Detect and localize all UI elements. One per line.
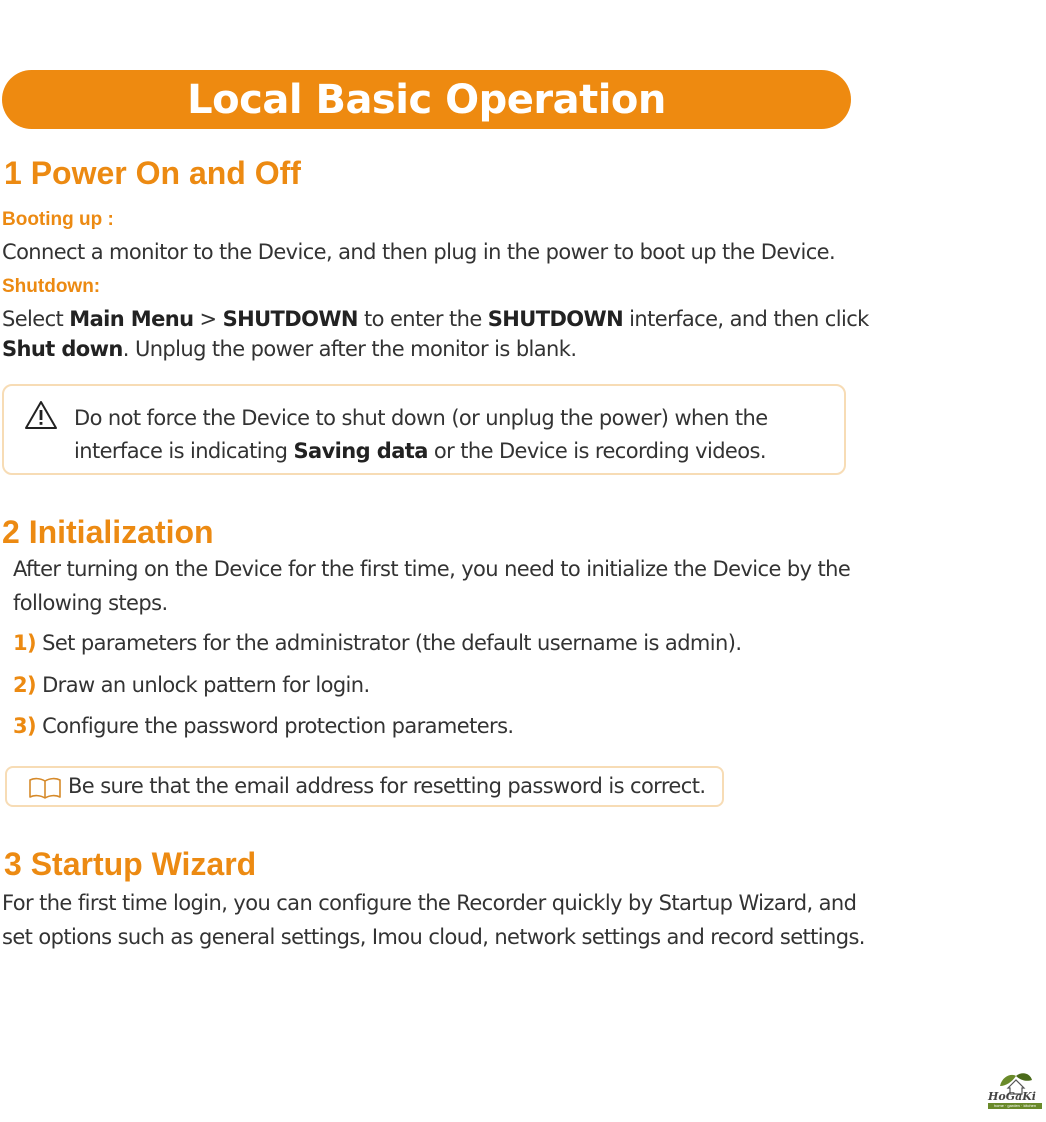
- main-menu-term: Main Menu: [69, 307, 194, 331]
- shutdown-term: SHUTDOWN: [222, 307, 358, 331]
- shut-down-term: Shut down: [2, 337, 123, 361]
- warning-line1: Do not force the Device to shut down (or unplug the power) when the: [74, 406, 768, 430]
- title-banner: [2, 70, 851, 129]
- note-box: [5, 766, 724, 807]
- warning-line2: interface is indicating Saving data or the Device is recording videos.: [74, 439, 766, 463]
- booting-label: Booting up :: [2, 209, 114, 230]
- note-text: Be sure that the email address for resetting password is correct.: [68, 774, 706, 798]
- init-intro-line1: After turning on the Device for the first time, you need to initialize the Device by the: [13, 557, 851, 581]
- shutdown-instruction-line1: Select Main Menu > SHUTDOWN to enter the SHUTDOWN interface, and then click: [2, 307, 869, 331]
- list-item: 3) Configure the password protection parameters.: [13, 714, 514, 738]
- list-item: 1) Set parameters for the administrator (the default username is admin).: [13, 631, 742, 655]
- saving-data-term: Saving data: [293, 439, 428, 463]
- step-number: 1): [13, 631, 37, 655]
- step-number: 2): [13, 673, 37, 697]
- warning-triangle-icon: [24, 400, 58, 430]
- logo-text: HoGaKi: [988, 1090, 1036, 1103]
- startup-line1: For the first time login, you can configure the Recorder quickly by Startup Wizard, and: [2, 891, 857, 915]
- init-intro-line2: following steps.: [13, 591, 168, 615]
- list-item: 2) Draw an unlock pattern for login.: [13, 673, 370, 697]
- page-title: Local Basic Operation: [187, 76, 666, 123]
- logo-tagline: home · garden · kitchen: [988, 1103, 1042, 1109]
- booting-text: Connect a monitor to the Device, and then plug in the power to boot up the Device.: [2, 240, 836, 264]
- shutdown-label: Shutdown:: [2, 276, 101, 297]
- warning-box: [2, 384, 846, 475]
- startup-line2: set options such as general settings, Imou cloud, network settings and record settings.: [2, 925, 865, 949]
- section-heading-power: 1 Power On and Off: [4, 155, 301, 191]
- shutdown-term-2: SHUTDOWN: [487, 307, 624, 331]
- shutdown-instruction-line2: Shut down. Unplug the power after the monitor is blank.: [2, 337, 577, 361]
- section-heading-initialization: 2 Initialization: [2, 514, 214, 550]
- step-number: 3): [13, 714, 37, 738]
- book-icon: [28, 777, 62, 799]
- hogaki-logo: [986, 1068, 1044, 1110]
- section-heading-startup-wizard: 3 Startup Wizard: [4, 846, 257, 882]
